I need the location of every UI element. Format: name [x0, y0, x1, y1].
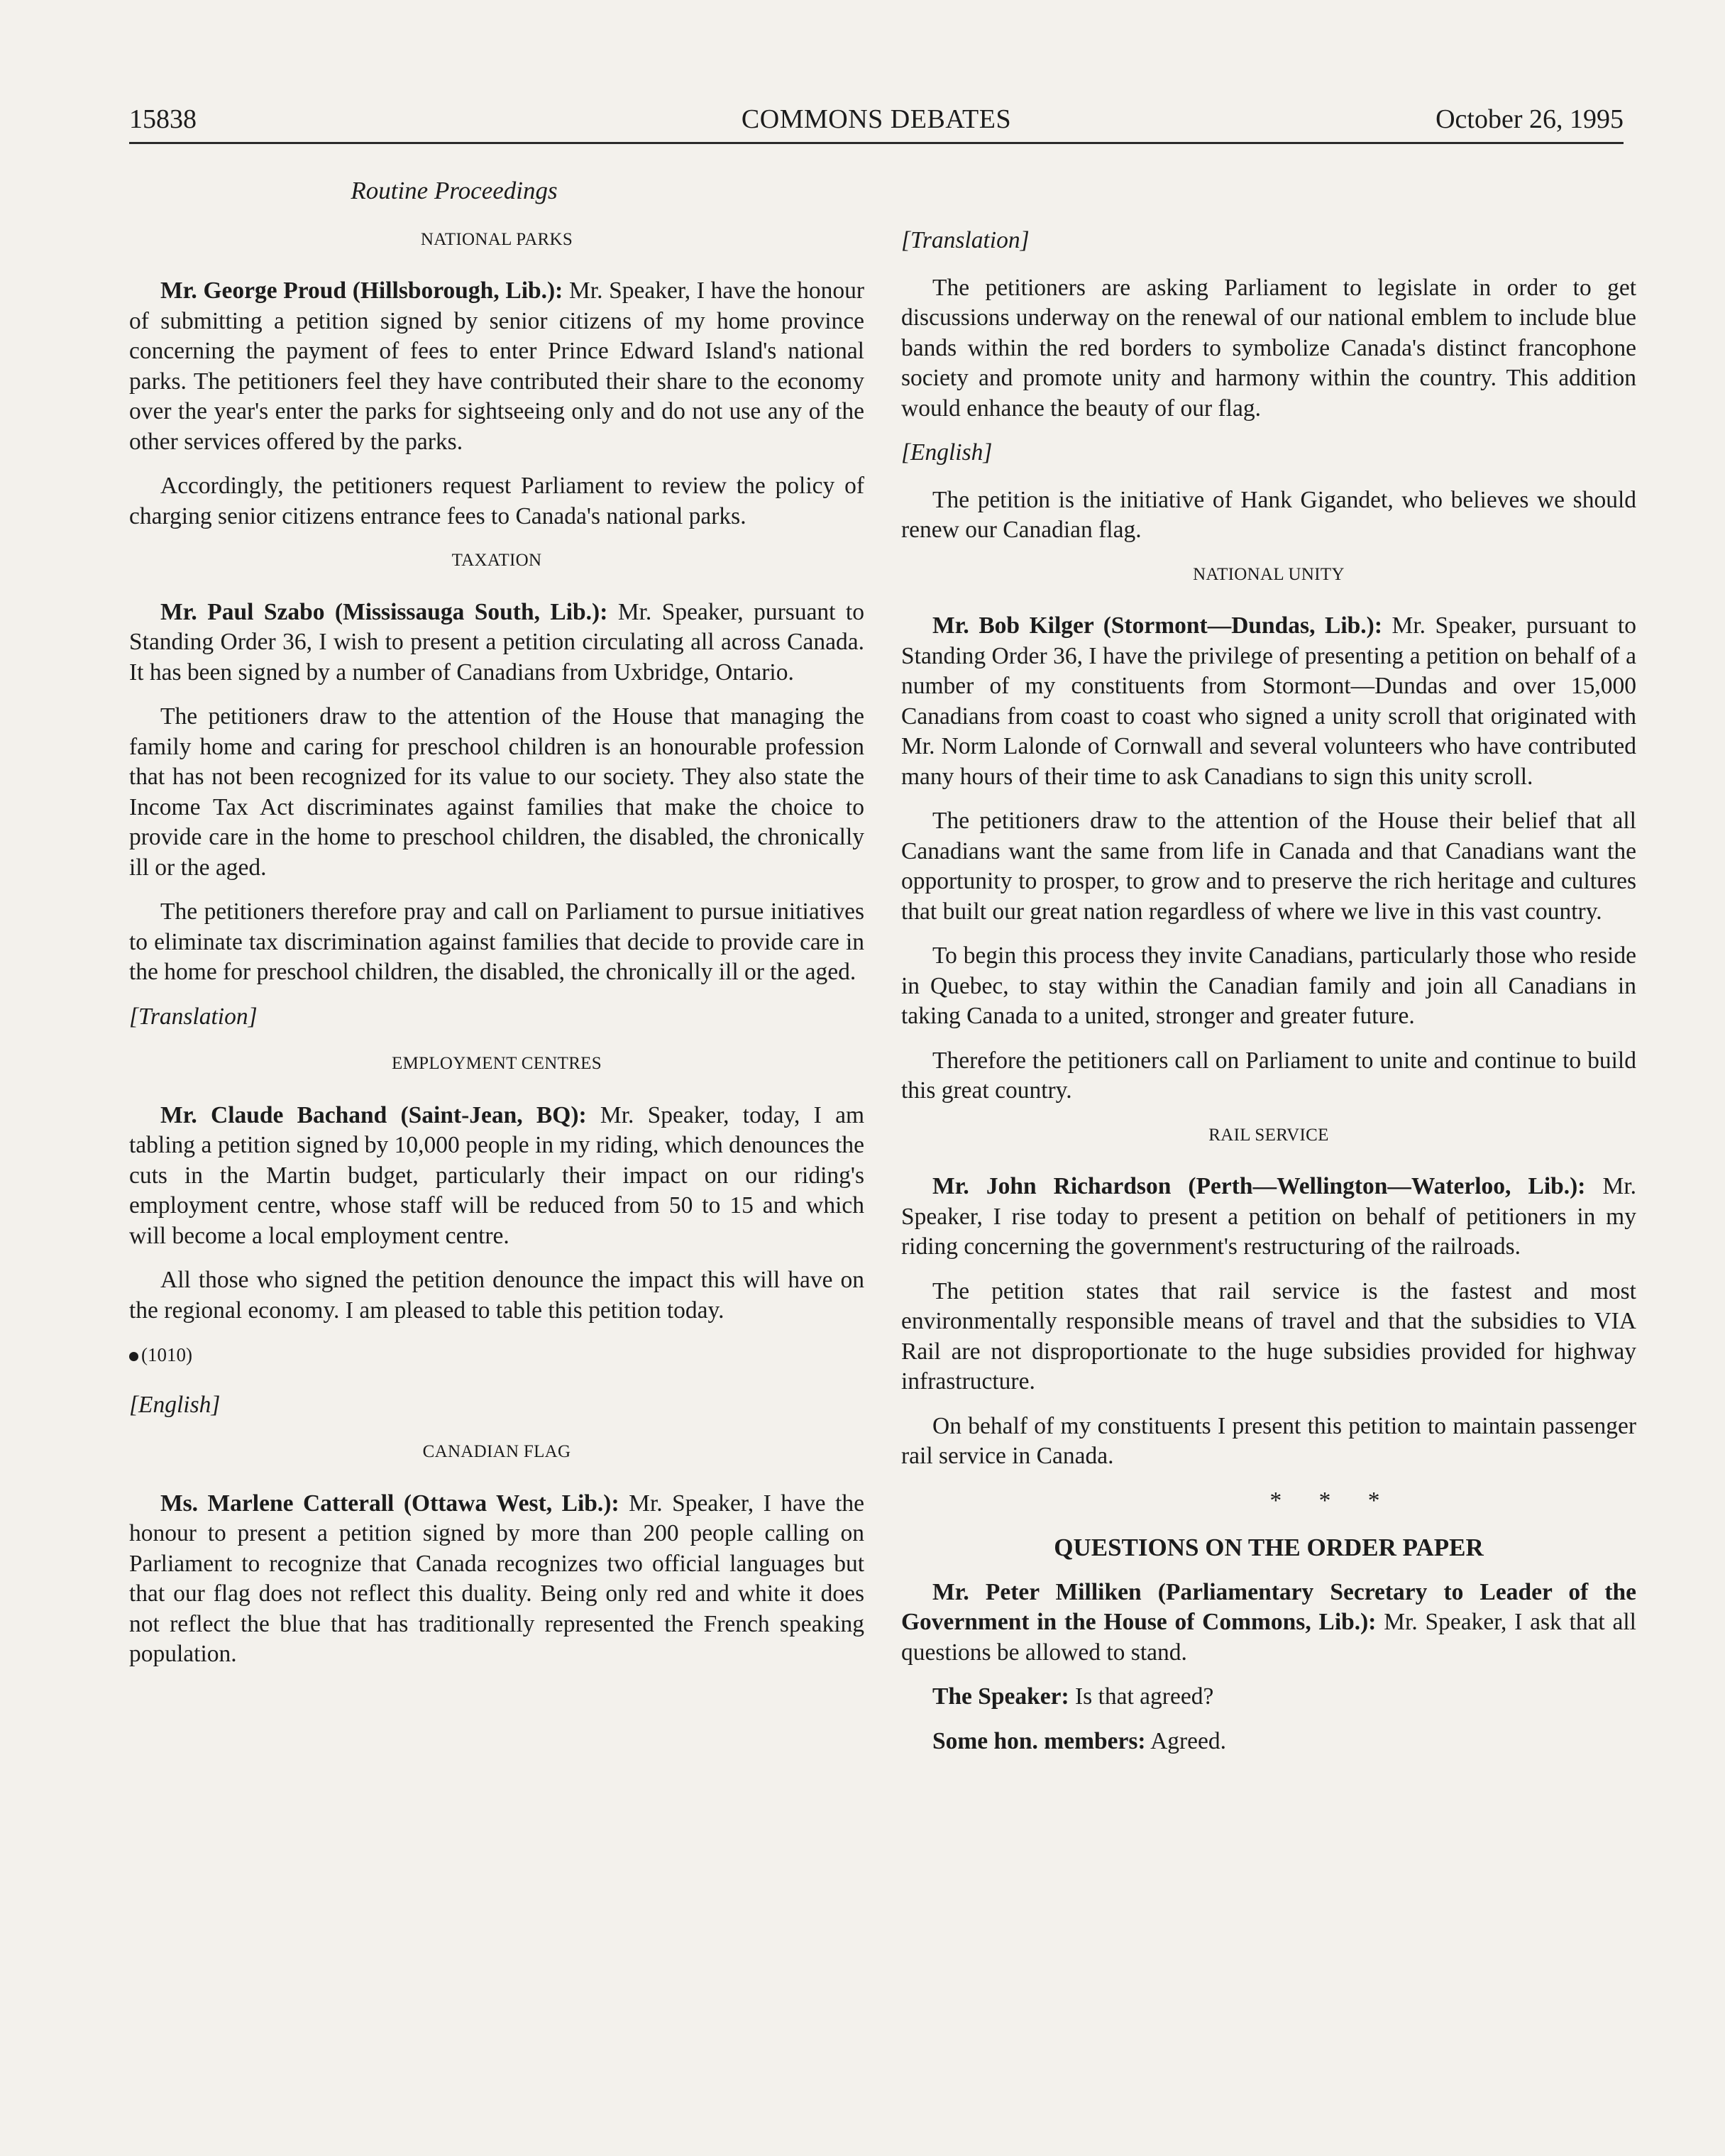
paragraph: Mr. John Richardson (Perth—Wellington—Waterloo, Lib.): Mr. Speaker, I rise today to present a petition on behalf of petitioners in my riding concerning the government's restructuring of the railroads. — [901, 1173, 1637, 1260]
section-title: Routine Proceedings — [351, 177, 558, 204]
speaker-name: Mr. Claude Bachand (Saint-Jean, BQ): — [160, 1101, 587, 1128]
paragraph: Mr. George Proud (Hillsborough, Lib.): Mr. Speaker, I have the honour of submitting a petition signed by senior citizens of my home province concerning the payment of fees to enter Prince Edward Island's national parks. The petitioners feel they have contributed their share to the economy over the year's enter the parks for sightseeing only and do not use any of the other services offered by the parks. — [129, 277, 865, 455]
heading-questions-order-paper: QUESTIONS ON THE ORDER PAPER — [1054, 1534, 1484, 1561]
paragraph: On behalf of my constituents I present this petition to maintain passenger rail service in Canada. — [901, 1412, 1636, 1469]
paragraph: Some hon. members: Agreed. — [932, 1727, 1227, 1754]
speaker-name: Mr. Bob Kilger (Stormont—Dundas, Lib.): — [932, 612, 1382, 639]
paragraph: The petitioners draw to the attention of the House their belief that all Canadians want the same from life in Canada and that Canadians want the opportunity to prosper, to grow and to preserve the rich heritage and cultures that built our great nation regardless of where we live in this vast country. — [901, 808, 1636, 925]
paragraph: Mr. Claude Bachand (Saint-Jean, BQ): Mr. Speaker, today, I am tabling a petition signed by 10,000 people in my riding, which denounces the cuts in the Martin budget, particularly their impact on our riding's employment centre, whose staff will be reduced from 50 to 15 and which will become a local employment centre. — [129, 1101, 865, 1249]
speaker-name: Mr. John Richardson (Perth—Wellington—Waterloo, Lib.): — [932, 1173, 1586, 1199]
paragraph: Mr. Paul Szabo (Mississauga South, Lib.): Mr. Speaker, pursuant to Standing Order 36, I wish to present a petition circulating all across Canada. It has been signed by a number of Canadians from Uxbridge, Ontario. — [129, 598, 864, 686]
paragraph: The petitioners draw to the attention of the House that managing the family home and caring for preschool children is an honourable profession that has not been recognized for its value to our society. They also state the Income Tax Act discriminates against families that make the choice to provide care in the home to preschool children, the disabled, the chronically ill or the aged. — [129, 703, 864, 881]
paragraph: Accordingly, the petitioners request Parliament to review the policy of charging senior citizens entrance fees to Canada's national parks. — [129, 473, 864, 529]
paragraph: Mr. Bob Kilger (Stormont—Dundas, Lib.): Mr. Speaker, pursuant to Standing Order 36, I have the privilege of presenting a petition on behalf of a number of my constituents from Stormont—Dundas and over 15,000 Canadians from coast to coast who signed a unity scroll that originated with Mr. Norm Lalonde of Cornwall and several volunteers who have contributed many hours of their time to ask Canadians to sign this unity scroll. — [901, 612, 1636, 790]
page-number: 15838 — [129, 104, 197, 134]
heading-national-parks: NATIONAL PARKS — [420, 229, 573, 249]
paragraph: Therefore the petitioners call on Parliament to unite and continue to build this great country. — [901, 1047, 1636, 1104]
publication-title: COMMONS DEBATES — [741, 104, 1012, 134]
heading-taxation: TAXATION — [451, 551, 542, 570]
speaker-name: The Speaker: — [932, 1683, 1069, 1710]
paragraph: Ms. Marlene Catterall (Ottawa West, Lib.): Mr. Speaker, I have the honour to present a petition signed by more than 200 people calling on Parliament to recognize that Canada recognizes two official languages but that our flag does not reflect this duality. Being only red and white it does not reflect the blue that has traditionally represented the French speaking population. — [129, 1490, 864, 1667]
speaker-name: Some hon. members: — [932, 1727, 1146, 1754]
speaker-name: Ms. Marlene Catterall (Ottawa West, Lib.): — [160, 1490, 619, 1517]
speaker-name: Mr. Paul Szabo (Mississauga South, Lib.): — [160, 598, 608, 625]
speaker-name: Mr. Peter Milliken (Parliamentary Secretary to Leader of the Government in the House of Commons, Lib.): — [901, 1578, 1636, 1635]
paragraph: The Speaker: Is that agreed? — [932, 1683, 1214, 1710]
timestamp: (1010) — [129, 1340, 864, 1370]
paragraph: The petitioners therefore pray and call on Parliament to pursue initiatives to eliminate tax discrimination against families that decide to provide care in the home for preschool children, the disabled, the chronically ill or the aged. — [129, 898, 864, 985]
paragraph: Mr. Peter Milliken (Parliamentary Secretary to Leader of the Government in the House of Commons, Lib.): Mr. Speaker, I ask that all questions be allowed to stand. — [901, 1578, 1636, 1666]
page-header — [129, 104, 1624, 144]
paragraph: The petitioners are asking Parliament to legislate in order to get discussions underway on the renewal of our national emblem to include blue bands within the red borders to symbolize Canada's distinct francophone society and promote unity and harmony within the country. This addition would enhance the beauty of our flag. — [901, 274, 1636, 422]
paragraph: The petition is the initiative of Hank Gigandet, who believes we should renew our Canadian flag. — [901, 486, 1636, 543]
paragraph: To begin this process they invite Canadians, particularly those who reside in Quebec, to stay within the Canadian family and join all Canadians in taking Canada to a united, stronger and greater future. — [901, 942, 1636, 1029]
english-label: [English] — [901, 439, 993, 466]
heading-rail-service: RAIL SERVICE — [1208, 1125, 1329, 1145]
english-label: [English] — [129, 1391, 221, 1418]
heading-national-unity: NATIONAL UNITY — [1193, 564, 1345, 584]
left-column — [129, 176, 864, 1684]
translation-label: [Translation] — [129, 1003, 258, 1030]
heading-canadian-flag: CANADIAN FLAG — [422, 1442, 571, 1461]
page-date: October 26, 1995 — [1435, 104, 1624, 134]
speaker-name: Mr. George Proud (Hillsborough, Lib.): — [160, 277, 563, 304]
paragraph: All those who signed the petition denounce the impact this will have on the regional economy. I am pleased to table this petition today. — [129, 1267, 864, 1324]
bullet-icon — [129, 1352, 138, 1361]
right-column — [901, 176, 1636, 1771]
section-divider: * * * — [1269, 1487, 1396, 1514]
heading-employment-centres: EMPLOYMENT CENTRES — [392, 1054, 602, 1073]
paragraph: The petition states that rail service is the fastest and most environmentally responsible means of travel and that the subsidies to VIA Rail are not disproportionate to the huge subsidies provided for highway infrastructure. — [901, 1277, 1636, 1395]
translation-label: [Translation] — [901, 227, 1030, 253]
